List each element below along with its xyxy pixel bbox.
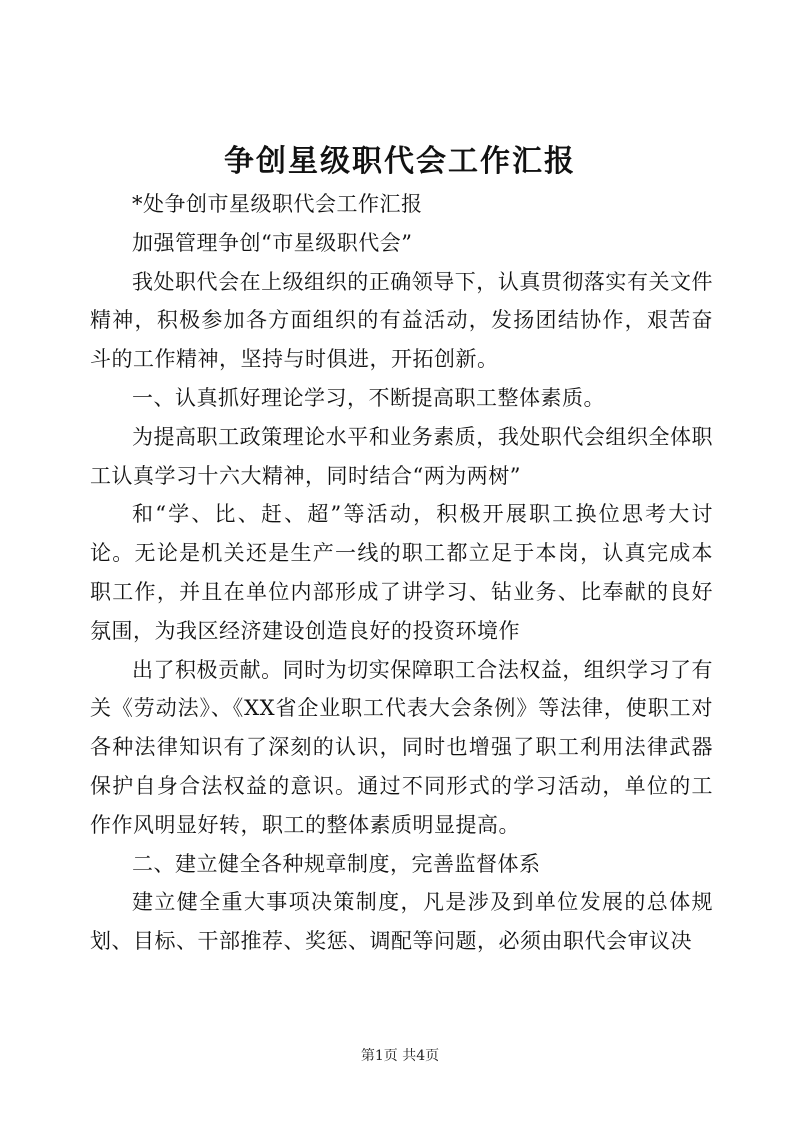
paragraph-slogan: 加强管理争创“市星级职代会” <box>132 230 413 255</box>
section-heading-2: 二、建立健全各种规章制度，完善监督体系 <box>132 851 541 876</box>
paragraph-body: 出了积极贡献。同时为切实保障职工合法权益，组织学习了有关《劳动法》、《XX省企业职工代表大会条例》等法律，使职工对各种法律知识有了深刻的认识，同时也增强了职工利用法律武器保护自身合法权益的意识。通过不同形式的学习活动，单位的工作作风明显好转，职工的整体素质明显提高。 <box>90 657 713 837</box>
document-title: 争创星级职代会工作汇报 <box>224 144 576 179</box>
document-body <box>90 185 713 961</box>
paragraph-body: 建立健全重大事项决策制度，凡是涉及到单位发展的总体规划、目标、干部推荐、奖惩、调配等问题，必须由职代会审议决 <box>90 890 713 954</box>
page-number: 第1页 共4页 <box>360 1048 440 1064</box>
paragraph-intro: 我处职代会在上级组织的正确领导下，认真贯彻落实有关文件精神，积极参加各方面组织的有益活动，发扬团结协作，艰苦奋斗的工作精神，坚持与时俱进，开拓创新。 <box>90 269 713 372</box>
section-heading-1: 一、认真抓好理论学习，不断提高职工整体素质。 <box>132 385 605 410</box>
paragraph-subtitle: *处争创市星级职代会工作汇报 <box>132 192 423 216</box>
paragraph-body: 和“学、比、赶、超”等活动，积极开展职工换位思考大讨论。无论是机关还是生产一线的职工都立足于本岗，认真完成本职工作，并且在单位内部形成了讲学习、钻业务、比奉献的良好氛围，为我区经济建设创造良好的投资环境作 <box>90 502 713 643</box>
paragraph-body: 为提高职工政策理论水平和业务素质，我处职代会组织全体职工认真学习十六大精神，同时结合“两为两树” <box>90 424 713 488</box>
